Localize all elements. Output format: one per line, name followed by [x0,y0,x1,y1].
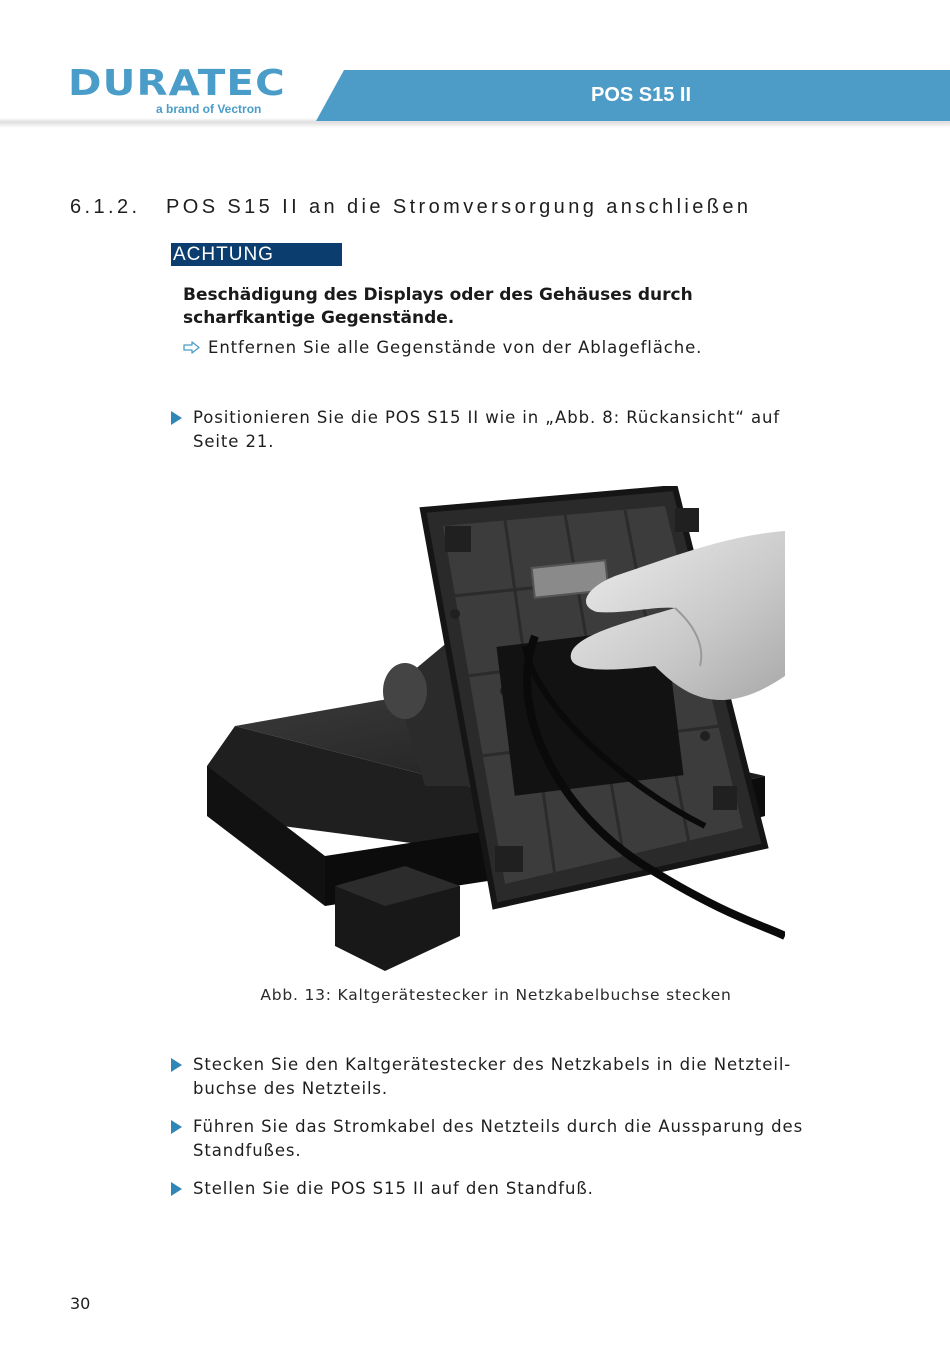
bullet-triangle-icon [171,1182,182,1196]
warning-action [183,338,702,358]
list-item [171,1053,831,1101]
list-item [171,406,831,454]
warning-text: Beschädigung des Displays oder des Gehäuses durch scharfkantige Gegenstände. [183,285,693,328]
list-item-text: Stecken Sie den Kaltgerätestecker des Netzkabels in die Netzteil-buchse des Netzteils. [193,1055,792,1098]
section-number: 6.1.2. [70,196,141,218]
list-item-text: Positionieren Sie die POS S15 II wie in „Abb. 8: Rückansicht“ auf Seite 21. [193,408,781,451]
logo-wordmark: DURATEC [68,63,286,104]
list-item-text: Führen Sie das Stromkabel des Netzteils durch die Aussparung des Standfußes. [193,1117,804,1160]
bullet-triangle-icon [171,411,182,425]
section-title: POS S15 II an die Stromversorgung anschließen [166,196,752,218]
list-item [171,1177,831,1201]
bullet-triangle-icon [171,1120,182,1134]
device-photo [205,486,785,976]
bullet-triangle-icon [171,1058,182,1072]
page-number: 30 [70,1294,91,1313]
figure-photo [205,486,785,976]
section-heading [70,196,751,219]
warning-label: ACHTUNG [171,243,342,266]
product-title: POS S15 II [591,84,692,106]
hollow-arrow-icon [183,339,200,358]
logo-tagline: a brand of Vectron [156,102,262,116]
list-item [171,1115,831,1163]
figure-caption: Abb. 13: Kaltgerätestecker in Netzkabelbuchse stecken [260,986,732,1004]
warning-action-text: Entfernen Sie alle Gegenstände von der Ablagefläche. [208,338,703,357]
list-item-text: Stellen Sie die POS S15 II auf den Standfuß. [193,1179,594,1198]
